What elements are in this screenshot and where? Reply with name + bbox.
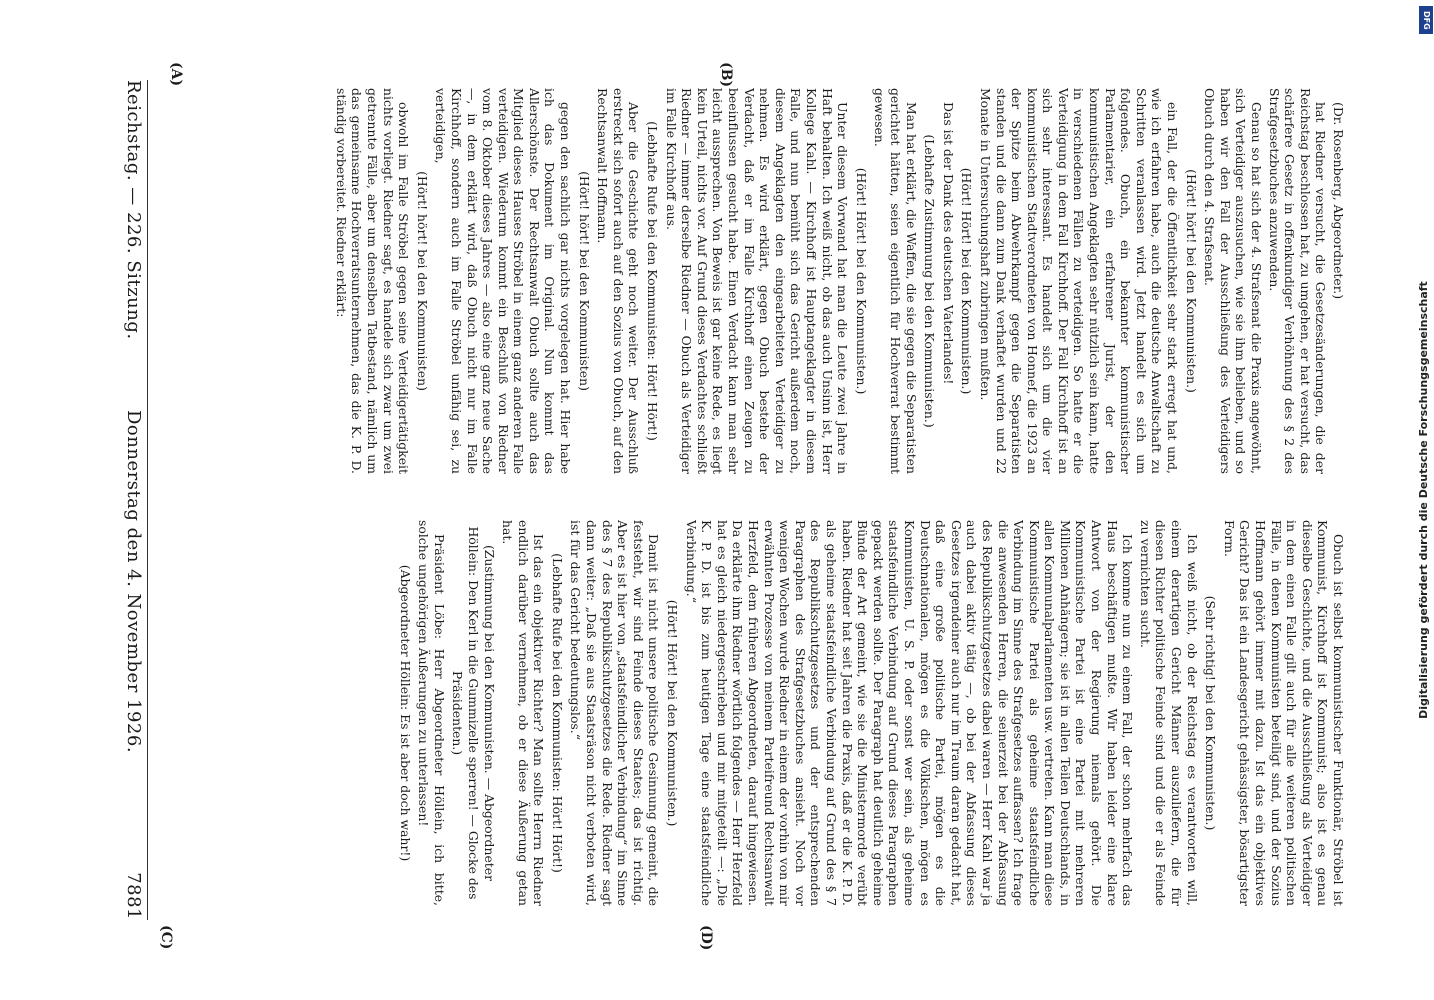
paragraph: Man hat erklärt, die Waffen, die sie gegen die Separatisten gerichtet hätten, seien eigentlich für Hochverrat bestimmt gewesen. <box>872 88 919 474</box>
right-text-column <box>156 520 1346 906</box>
interjection: (Hört! hört! bei den Kommunisten) <box>576 171 592 391</box>
paragraph: (Dr. Rosenberg, Abgeordneter.) <box>1331 102 1346 300</box>
paragraph: obwohl im Falle Ströbel gegen seine Verteidigertätigkeit nichts vorliegt. Riedner sagt, es handele sich zwar um zwei getrennte Fälle, aber um denselben Tatbestand, nämlich um das gemeinsame Hochverratsunternehmen, das die K. P. D. ständig vorbereitet. Riedner erklärt: <box>333 88 412 474</box>
digitization-credit: Digitalisierung gefördert durch die Deutsche Forschungsgemeinschaft <box>1417 281 1430 719</box>
paragraph: Ich weiß nicht, ob der Reichstag es verantworten will, einem derartigen Gericht Männer auszuliefern, die für diesen Richter politische Feinde sind und die er als Feinde zu vernichten sucht. <box>1137 520 1200 906</box>
margin-marker-b: (B) <box>718 62 734 88</box>
interjection: (Sehr richtig! bei den Kommunisten.) <box>1203 595 1219 831</box>
paragraph: gegen den sachlich gar nichts vorgelegen hat. Hier habe ich das Dokument im Original. Nun kommt das Allerschönste. Der Rechtsanwalt Obuch sollte auch das Mitglied dieses Hauses Ströbel in einem ganz anderen Falle verteidigen. Wiederum kommt ein Beschluß von Riedner vom 8. Oktober dieses Jahres — also eine ganz neue Sache —, in dem erklärt wird, daß Obuch nicht nur im Falle Kirchhoff, sondern auch im Falle Ströbel unfähig sei, zu verteidigen, <box>433 88 574 474</box>
dfg-logo: DFG <box>1419 6 1433 34</box>
margin-marker-a: (A) <box>168 62 184 87</box>
interjection: (Hört! Hört! bei den Kommunisten.) <box>853 167 869 395</box>
header-date: Donnerstag den 4. November 1926. <box>123 410 144 754</box>
interjection: (Zustimmung bei den Kommunisten. — Abgeordneter Höllein: Den Kerl in die Gummizelle sperren! — Glocke des Präsidenten.) <box>450 526 497 900</box>
interjection: (Hört! hört! bei den Kommunisten.) <box>1183 169 1199 393</box>
page-header <box>110 80 144 920</box>
paragraph: Unter diesem Vorwand hat man die Leute zwei Jahre in Haft behalten. Ich weiß nicht, ob das auch Unsinn ist, Herr Kollege Kahl. — Kirchhoff ist Hauptangeklagter in diesem Falle, und nun bemüht sich das Gericht außerdem noch, diesem Angeklagten den eingearbeiteten Verteidiger zu nehmen. Es wird erklärt, gegen Obuch bestehe der Verdacht, daß er im Falle Kirchhoff einen Zeugen zu beeinflussen gesucht habe. Einen Verdacht kann man sehr leicht aussprechen. Von Beweis ist gar keine Rede, es liegt kein Urteil, nichts vor. Auf Grund dieses Verdachtes schließt Riedner — immer derselbe Riedner — Obuch als Verteidiger im Falle Kirchhoff aus. <box>663 88 851 474</box>
left-text-column <box>156 88 1346 474</box>
header-rule <box>147 80 148 920</box>
paragraph: Ich komme nun zu einem Fall, der schon mehrfach das Haus beschäftigen mußte. Wir haben leider eine klare Antwort von der Regierung niemals gehört. Die Kommunistische Partei ist eine Partei mit mehreren Millionen Anhängern; sie ist in allen Teilen Deutschlands, in allen Kommunalparlamenten usw. vertreten. Kann man diese Kommunistische Partei als geheime staatsfeindliche Verbindung im Sinne des Strafgesetzes auffassen? Ich frage die anwesenden Herren, die seinerzeit bei der Abfassung des Republikschutzgesetzes dabei waren — Herr Kahl war ja auch dabei aktiv tätig —, ob bei der Abfassung dieses Gesetzes irgendeiner auch nur im Traum daran gedacht hat, daß eine große politische Partei, mögen es die Deutschnationalen, mögen es die Völkischen, mögen es Kommunisten, U. S. P. oder sonst wer sein, als geheime staatsfeindliche Verbindung auf Grund dieses Paragraphen gepackt werden sollte. Der Paragraph hat deutlich geheime Bünde der Art gemeint, wie sie die Ministermorde verübt haben. Riedner hat seit Jahren die Praxis, daß er die K. P. D. als geheime staatsfeindliche Verbindung auf Grund des § 7 des Republikschutzgesetzes und der entsprechenden Paragraphen des Strafgesetzbuches ansieht. Noch vor wenigen Wochen wurde Riedner in einem der vorhin von mir erwähnten Prozesse von meinem Parteifreund Rechtsanwalt Herzfeld, dem früheren Abgeordneten, darauf hingewiesen. Da erklärte ihm Riedner wörtlich folgendes — Herr Herzfeld hat es gleich niedergeschrieben und mir mitgeteilt —: „Die K. P. D. ist bis zum heutigen Tage eine staatsfeindliche Verbindung.“ <box>683 520 1136 906</box>
credit-strip <box>1417 10 1434 990</box>
paragraph: hat Riedner versucht, die Gesetzesänderungen, die der Reichstag beschlossen hat, zu umgehen, er hat versucht, das schärfere Gesetz in offenkundiger Verhöhnung des § 2 des Strafgesetzbuches anzuwenden. <box>1266 88 1329 474</box>
paragraph: Genau so hat sich der 4. Strafsenat die Praxis angewöhnt, sich Verteidiger auszusuchen, wie sie ihm belieben, und so haben wir den Fall der Ausschließung des Verteidigers Obuch durch den 4. Strafsenat. <box>1202 88 1265 474</box>
page-number: 7881 <box>123 872 144 920</box>
interjection: (Hört! Hört! bei den Kommunisten.) <box>959 167 975 395</box>
header-left: Reichstag. — 226. Sitzung. <box>123 80 144 340</box>
paragraph: Obuch ist selbst kommunistischer Funktionär, Ströbel ist Kommunist, Kirchhoff ist Kommunist; also ist es genau dieselbe Geschichte, und die Ausschließung als Verteidiger in dem einen Falle gilt auch für alle weiteren politischen Fälle, in denen Kommunisten beteiligt sind, und der Sozius Hoffmann gehört immer mit dazu. Ist das ein objektives Gericht? Das ist ein Landesgericht gehässigster, bösartigster Form. <box>1221 520 1346 906</box>
paragraph: Das ist der Dank des deutschen Vaterlandes! <box>940 102 956 385</box>
margin-marker-c: (C) <box>158 925 174 950</box>
interjection: (Hört! hört! bei den Kommunisten) <box>414 171 430 391</box>
interjection: (Abgeordneter Höllein: Es ist aber doch wahr!) <box>397 564 413 862</box>
margin-marker-d: (D) <box>698 925 714 951</box>
paragraph: ein Fall, der die Öffentlichkeit sehr stark erregt hat und, wie ich erfahren habe, auch die deutsche Anwaltschaft zu Schritten veranlassen wird. Jetzt handelt es sich um folgendes. Obuch, ein bekannter kommunistischer Parlamentarier, ein erfahrener Jurist, der den kommunistischen Angeklagten sehr nützlich sein kann, hatte in verschiedenen Fällen zu verteidigen. So hatte er die Verteidigung in dem Fall Kirchhoff. Der Fall Kirchhoff ist an sich sehr interessant. Es handelt sich um die vier kommunistischen Stadtverordneten von Honnef, die 1923 an der Spitze beim Abwehrkampf gegen die Separatisten standen und die dann zum Dank verhaftet wurden und 22 Monate in Untersuchungshaft zubringen mußten. <box>977 88 1181 474</box>
paragraph: Damit ist nicht unsere politische Gesinnung gemeint, die feststeht, wir sind Feinde dieses Staates; das ist richtig. Aber es ist hier von „staatsfeindlicher Verbindung“ im Sinne des § 7 des Republikschutzgesetzes die Rede. Riedner sagt dann weiter: „Daß sie aus Staatsräson nicht verboten wird, ist für das Gericht bedeutungslos.“ <box>568 520 662 906</box>
interjection: (Lebhafte Rufe bei den Kommunisten: Hört! Hört!) <box>645 121 661 441</box>
interjection: (Lebhafte Rufe bei den Kommunisten: Hört! Hört!) <box>549 553 565 873</box>
paragraph: Aber die Geschichte geht noch weiter. Der Ausschluß erstreckt sich sofort auch auf den Sozius von Obuch, auf den Rechtsanwalt Hoffmann. <box>595 88 642 474</box>
interjection: (Hört! Hört! bei den Kommunisten.) <box>665 599 681 827</box>
paragraph: Präsident Löbe: Herr Abgeordneter Höllein, ich bitte, solche ungehörigen Äußerungen zu unterlassen! <box>416 520 447 906</box>
paragraph: Ist das ein objektiver Richter? Man sollte Herrn Riedner endlich darüber vernehmen, ob er diese Äußerung getan hat. <box>500 520 547 906</box>
interjection: (Lebhafte Zustimmung bei den Kommunisten.) <box>922 134 938 428</box>
